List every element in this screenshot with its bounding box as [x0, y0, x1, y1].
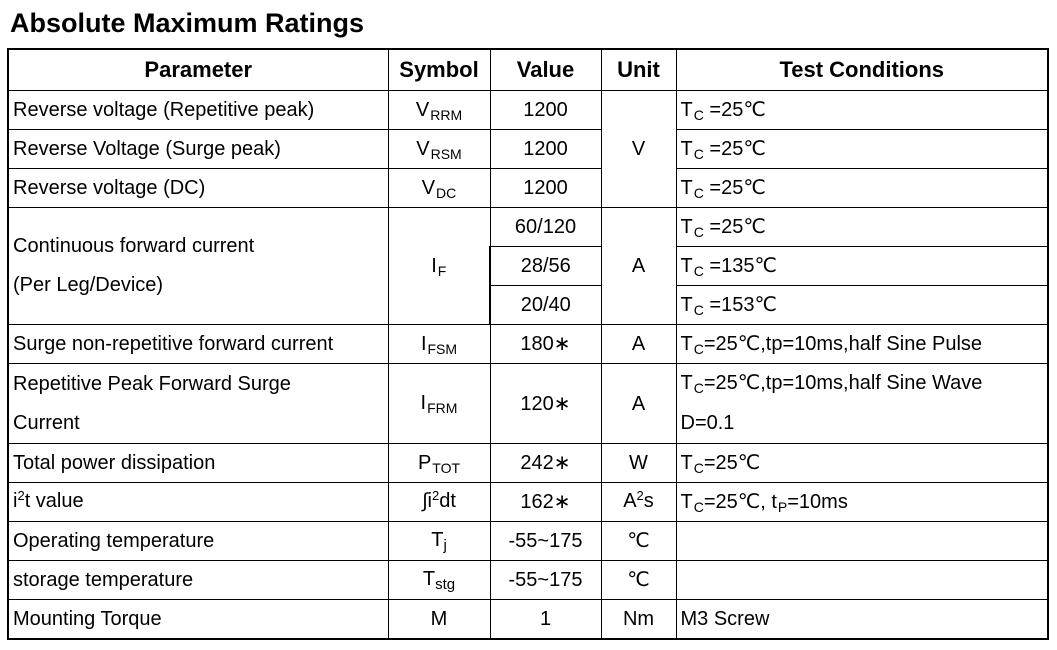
conditions-cell: $T_C$ =25℃ — [676, 169, 1048, 208]
parameter-cell: Reverse voltage (Repetitive peak) — [8, 91, 388, 130]
unit-cell: ℃ — [601, 522, 676, 561]
unit-cell: A — [601, 325, 676, 364]
value-cell: 120∗ — [490, 364, 601, 444]
parameter-cell: Reverse Voltage (Surge peak) — [8, 130, 388, 169]
value-cell: 180∗ — [490, 325, 601, 364]
conditions-cell: $T_C=25℃,tp=10ms,half$ Sine Pulse — [676, 325, 1048, 364]
symbol-cell: $I_F$ — [388, 208, 490, 325]
table-row — [8, 325, 1048, 364]
symbol-cell: $P_{TOT}$ — [388, 444, 490, 483]
unit-cell: $A^2s$ — [601, 483, 676, 522]
unit-cell: Nm — [601, 600, 676, 640]
conditions-cell: $T_C$ =153℃ — [676, 286, 1048, 325]
symbol-cell: $I_{FRM}$ — [388, 364, 490, 444]
unit-cell: A — [601, 364, 676, 444]
conditions-cell: $T_C=25℃,tp=10ms,half$ Sine Wave D=0.1 — [676, 364, 1048, 444]
unit-cell: V — [601, 91, 676, 208]
parameter-cell: $i^2t$ value — [8, 483, 388, 522]
unit-cell: W — [601, 444, 676, 483]
parameter-cell: Surge non-repetitive forward current — [8, 325, 388, 364]
value-cell: 162∗ — [490, 483, 601, 522]
parameter-cell: storage temperature — [8, 561, 388, 600]
parameter-cell: Continuous forward current (Per Leg/Device) — [8, 208, 388, 325]
table-row — [8, 208, 1048, 247]
unit-cell: ℃ — [601, 561, 676, 600]
value-cell: 60/120 — [490, 208, 601, 247]
header-unit: Unit — [601, 49, 676, 91]
value-cell: 1200 — [490, 130, 601, 169]
table-row — [8, 169, 1048, 208]
table-row — [8, 483, 1048, 522]
symbol-cell: $T_{stg}$ — [388, 561, 490, 600]
parameter-cell: Reverse voltage (DC) — [8, 169, 388, 208]
conditions-cell: $T_C=25℃$ — [676, 444, 1048, 483]
conditions-cell: $T_C$ =25℃ — [676, 91, 1048, 130]
conditions-cell — [676, 561, 1048, 600]
value-cell: -55~175 — [490, 522, 601, 561]
value-cell: 20/40 — [490, 286, 601, 325]
conditions-cell: $T_C$ =135℃ — [676, 247, 1048, 286]
header-symbol: Symbol — [388, 49, 490, 91]
symbol-cell: $\int i^2dt$ — [388, 483, 490, 522]
table-row — [8, 130, 1048, 169]
value-cell: 1200 — [490, 169, 601, 208]
header-value: Value — [490, 49, 601, 91]
conditions-cell: $T_C$ =25℃ — [676, 208, 1048, 247]
table-row — [8, 364, 1048, 444]
ratings-table — [7, 48, 1049, 640]
parameter-cell: Total power dissipation — [8, 444, 388, 483]
table-row — [8, 561, 1048, 600]
page-title: Absolute Maximum Ratings — [10, 8, 365, 38]
parameter-cell: Mounting Torque — [8, 600, 388, 640]
symbol-cell: M — [388, 600, 490, 640]
table-row — [8, 600, 1048, 640]
table-row — [8, 522, 1048, 561]
symbol-cell: $V_{RSM}$ — [388, 130, 490, 169]
parameter-cell: Operating temperature — [8, 522, 388, 561]
symbol-cell: $V_{RRM}$ — [388, 91, 490, 130]
value-cell: 1200 — [490, 91, 601, 130]
parameter-cell: Repetitive Peak Forward Surge Current — [8, 364, 388, 444]
header-parameter: Parameter — [8, 49, 388, 91]
table-row — [8, 444, 1048, 483]
symbol-cell: $I_{FSM}$ — [388, 325, 490, 364]
value-cell: 242∗ — [490, 444, 601, 483]
header-row — [8, 49, 1048, 91]
symbol-cell: $V_{DC}$ — [388, 169, 490, 208]
table-row — [8, 91, 1048, 130]
value-cell: 1 — [490, 600, 601, 640]
conditions-cell: $T_C$ =25℃ — [676, 130, 1048, 169]
value-cell: 28/56 — [490, 247, 601, 286]
unit-cell: A — [601, 208, 676, 325]
value-cell: -55~175 — [490, 561, 601, 600]
symbol-cell: $T_j$ — [388, 522, 490, 561]
conditions-cell: $T_C=25℃$, $t_P=10ms$ — [676, 483, 1048, 522]
header-conditions: Test Conditions — [676, 49, 1048, 91]
conditions-cell — [676, 522, 1048, 561]
conditions-cell: M3 Screw — [676, 600, 1048, 640]
